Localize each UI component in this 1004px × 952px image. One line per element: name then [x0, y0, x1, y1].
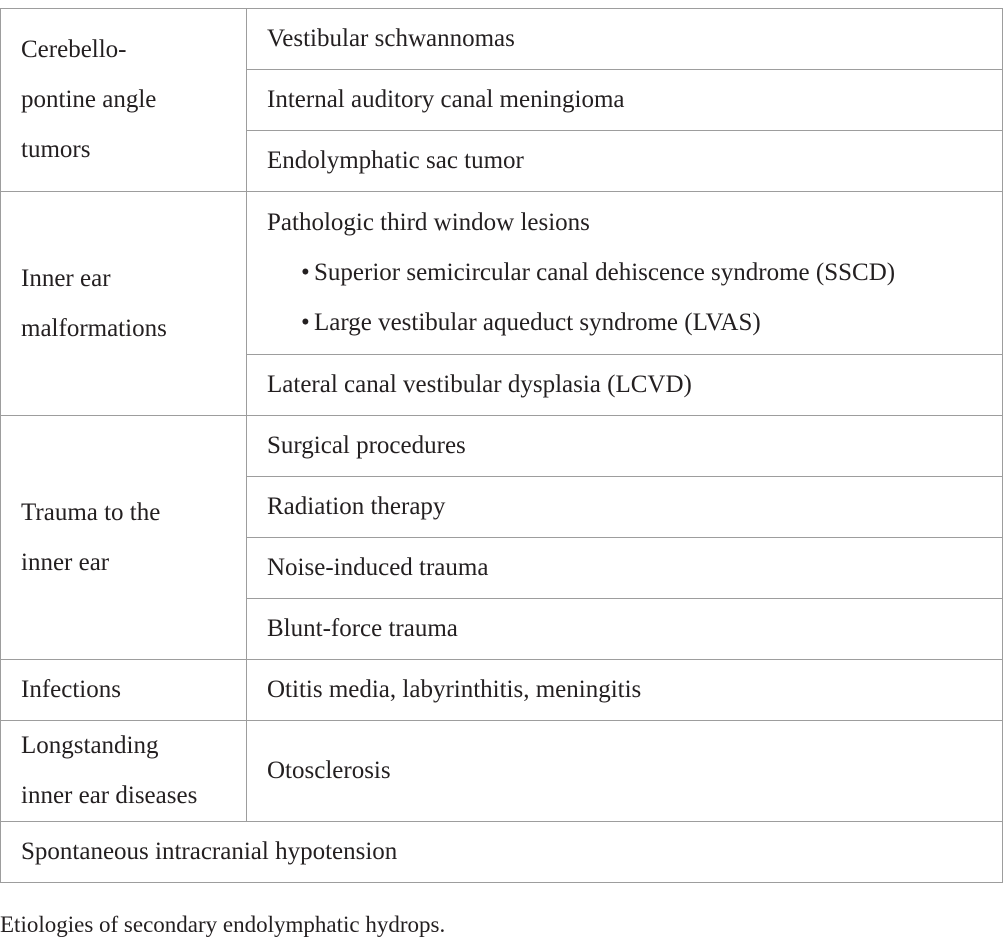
item-cell: Lateral canal vestibular dysplasia (LCVD)	[247, 355, 1003, 416]
third-window-heading: Pathologic third window lesions	[267, 209, 590, 236]
table-caption: Etiologies of secondary endolymphatic hydrops.	[0, 912, 446, 937]
category-cell-infections	[1, 660, 247, 721]
category-line: Longstanding	[21, 732, 159, 759]
category-cell-trauma	[1, 416, 247, 660]
table-row	[1, 822, 1003, 883]
item-cell: Otosclerosis	[247, 721, 1003, 822]
category-cell-malformations	[1, 192, 247, 416]
category-line: tumors	[21, 136, 91, 163]
table-row	[1, 660, 1003, 721]
item-cell: Internal auditory canal meningioma	[247, 70, 1003, 131]
full-width-cell: Spontaneous intracranial hypotension	[1, 822, 1003, 883]
item-cell: Radiation therapy	[247, 477, 1003, 538]
item-cell: Blunt-force trauma	[247, 599, 1003, 660]
category-line: Trauma to the	[21, 498, 161, 526]
table-row	[1, 416, 1003, 477]
bullet-text: Large vestibular aqueduct syndrome (LVAS)	[314, 309, 761, 336]
bullet-item	[267, 298, 1002, 348]
category-line: inner ear diseases	[21, 782, 198, 809]
category-line: Infections	[21, 676, 121, 703]
bullet-text: Superior semicircular canal dehiscence syndrome (SSCD)	[314, 259, 896, 286]
etiology-table	[0, 8, 1003, 883]
category-line: inner ear	[21, 548, 110, 576]
category-cell-longstanding	[1, 721, 247, 822]
bullet-icon: •	[301, 259, 310, 286]
table-row	[1, 9, 1003, 70]
item-cell: Noise-induced trauma	[247, 538, 1003, 599]
category-line: pontine angle	[21, 86, 157, 113]
item-cell: Vestibular schwannomas	[247, 9, 1003, 70]
bullet-icon: •	[301, 309, 310, 336]
category-cell-tumors	[1, 9, 247, 192]
table-row	[1, 721, 1003, 822]
table-row	[1, 192, 1003, 355]
bullet-item	[267, 248, 1002, 298]
item-cell: Endolymphatic sac tumor	[247, 131, 1003, 192]
category-line: Inner ear	[21, 264, 111, 292]
category-line: Cerebello-	[21, 36, 127, 63]
item-cell-third-window	[247, 192, 1003, 355]
item-cell: Surgical procedures	[247, 416, 1003, 477]
category-line: malformations	[21, 314, 167, 342]
item-cell: Otitis media, labyrinthitis, meningitis	[247, 660, 1003, 721]
